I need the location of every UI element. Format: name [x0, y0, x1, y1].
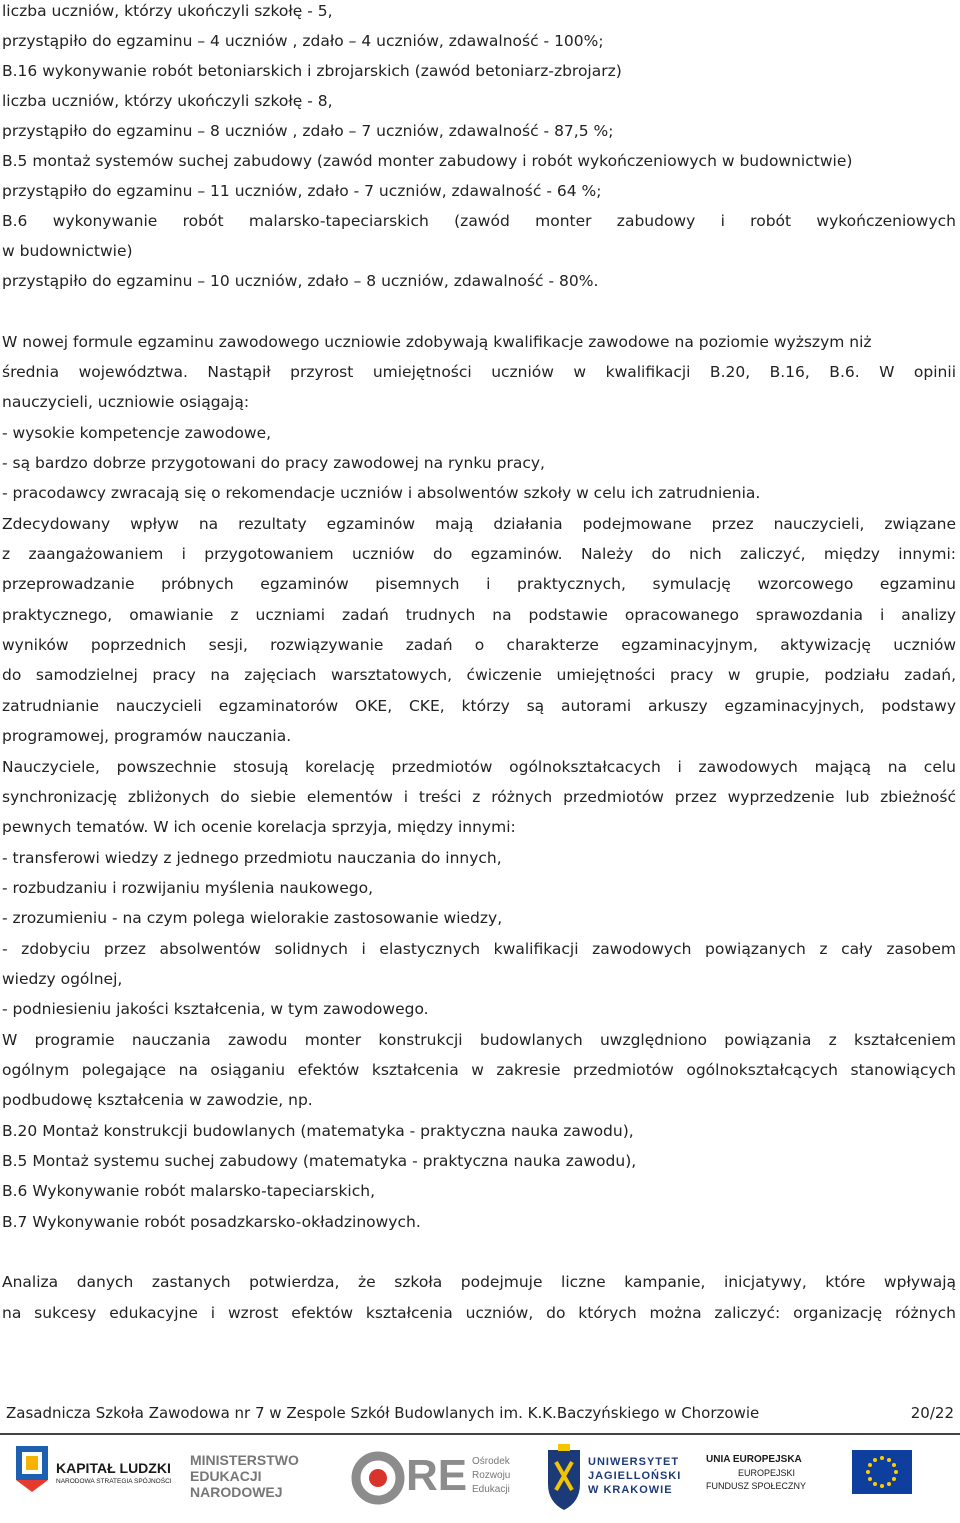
list-item: B.5 Montaż systemu suchej zabudowy (matematyka - praktyczna nauka zawodu), [2, 1152, 637, 1170]
text-line: synchronizację zbliżonych do siebie elementów i treści z różnych przedmiotów przez wyprzedzenie lub zbieżność [2, 788, 956, 806]
kapital-ludzki-subtitle: NARODOWA STRATEGIA SPÓJNOŚCI [56, 1478, 172, 1485]
uj-line-1: UNIWERSYTET [588, 1456, 680, 1468]
text-line: B.5 montaż systemów suchej zabudowy (zawód monter zabudowy i robót wykończeniowych w budownictwie) [2, 152, 853, 170]
text-line: podbudowę kształcenia w zawodzie, np. [2, 1091, 313, 1109]
list-item: - wysokie kompetencje zawodowe, [2, 424, 272, 442]
list-item: B.20 Montaż konstrukcji budowlanych (matematyka - praktyczna nauka zawodu), [2, 1122, 634, 1140]
text-line: do samodzielnej pracy na zajęciach warsztatowych, ćwiczenie umiejętności pracy w grupie, podziału zadań, [2, 666, 956, 684]
text-line: przystąpiło do egzaminu – 4 uczniów , zdało – 4 uczniów, zdawalność - 100%; [2, 32, 604, 50]
text-line: w budownictwie) [2, 242, 133, 260]
text-line: B.16 wykonywanie robót betoniarskich i zbrojarskich (zawód betoniarz-zbrojarz) [2, 62, 622, 80]
men-line-3: NARODOWEJ [190, 1484, 283, 1500]
eu-line-3: FUNDUSZ SPOŁECZNY [706, 1481, 807, 1491]
text-line: W programie nauczania zawodu monter konstrukcji budowlanych uwzględniono powiązania z kształceniem [2, 1031, 956, 1049]
ore-line-1: Ośrodek [472, 1456, 510, 1467]
men-logo [186, 1440, 316, 1518]
text-line: Nauczyciele, powszechnie stosują korelację przedmiotów ogólnokształcacych i zawodowych mającą na celu [2, 758, 956, 776]
text-line: przeprowadzanie próbnych egzaminów pisemnych i praktycznych, symulację wzorcowego egzaminu [2, 575, 956, 593]
kapital-ludzki-logo [8, 1440, 172, 1518]
text-line: przystąpiło do egzaminu – 11 uczniów, zdało - 7 uczniów, zdawalność - 64 %; [2, 182, 602, 200]
eu-line-1: UNIA EUROPEJSKA [706, 1454, 802, 1465]
text-line: średnia województwa. Nastąpił przyrost umiejętności uczniów w kwalifikacji B.20, B.16, B.6. W opinii [2, 363, 956, 381]
text-line: B.6 wykonywanie robót malarsko-tapeciarskich (zawód monter zabudowy i robót wykończeniowych [2, 212, 956, 230]
uj-line-3: W KRAKOWIE [588, 1484, 673, 1496]
men-line-2: EDUKACJI [190, 1468, 262, 1484]
men-line-1: MINISTERSTWO [190, 1452, 299, 1468]
ore-letters: RE [406, 1451, 468, 1500]
text-line: wyników poprzednich sesji, rozwiązywanie zadań o charakterze egzaminacyjnym, aktywizację uczniów [2, 636, 956, 654]
list-item: - zrozumieniu - na czym polega wielorakie zastosowanie wiedzy, [2, 909, 503, 927]
text-line: Analiza danych zastanych potwierdza, że szkoła podejmuje liczne kampanie, inicjatywy, które wpływają [2, 1273, 956, 1291]
eu-line-2: EUROPEJSKI [738, 1468, 796, 1478]
text-line: liczba uczniów, którzy ukończyli szkołę - 5, [2, 2, 333, 20]
text-line: ogólnym polegające na osiąganiu efektów kształcenia w zakresie przedmiotów ogólnokształcących stanowiących [2, 1061, 956, 1079]
eu-flag-icon [852, 1450, 912, 1494]
text-line: praktycznego, omawianie z uczniami zadań trudnych na podstawie opracowanego sprawozdania i analizy [2, 606, 956, 624]
page-number: 20/22 [910, 1404, 954, 1422]
text-line: nauczycieli, uczniowie osiągają: [2, 393, 250, 411]
list-item: wiedzy ogólnej, [2, 970, 123, 988]
uj-logo [544, 1440, 684, 1518]
ore-line-2: Rozwoju [472, 1470, 511, 1481]
kapital-ludzki-title: KAPITAŁ LUDZKI [56, 1460, 171, 1476]
text-line: na sukcesy edukacyjne i wzrost efektów kształcenia uczniów, do których można zaliczyć: organizację różnych [2, 1304, 956, 1322]
text-line: W nowej formule egzaminu zawodowego uczniowie zdobywają kwalifikacje zawodowe na poziomie wyższym niż [2, 333, 872, 351]
text-line: przystąpiło do egzaminu – 8 uczniów , zdało – 7 uczniów, zdawalność - 87,5 %; [2, 122, 614, 140]
uj-crest-icon [544, 1440, 584, 1518]
text-line: przystąpiło do egzaminu – 10 uczniów, zdało – 8 uczniów, zdawalność - 80%. [2, 272, 599, 290]
text-line: zatrudnianie nauczycieli egzaminatorów OKE, CKE, którzy są autorami arkuszy egzaminacyjnych, podstawy [2, 697, 956, 715]
text-line: z zaangażowaniem i przygotowaniem uczniów do egzaminów. Należy do nich zaliczyć, między innymi: [2, 545, 956, 563]
text-line: pewnych tematów. W ich ocenie korelacja sprzyja, między innymi: [2, 818, 516, 836]
eu-logo [704, 1440, 954, 1518]
list-item: B.6 Wykonywanie robót malarsko-tapeciarskich, [2, 1182, 376, 1200]
ore-logo [348, 1440, 528, 1518]
list-item: - transferowi wiedzy z jednego przedmiotu nauczania do innych, [2, 849, 502, 867]
ore-circle-icon [348, 1440, 408, 1518]
list-item: - rozbudzaniu i rozwijaniu myślenia naukowego, [2, 879, 374, 897]
text-line: Zdecydowany wpływ na rezultaty egzaminów mają działania podejmowane przez nauczycieli, związane [2, 515, 956, 533]
page-footer [6, 1398, 954, 1428]
uj-line-2: JAGIELLOŃSKI [588, 1470, 682, 1482]
text-line: programowej, programów nauczania. [2, 727, 292, 745]
footer-divider [0, 1433, 960, 1435]
ore-line-3: Edukacji [472, 1484, 510, 1495]
list-item: - są bardzo dobrze przygotowani do pracy zawodowej na rynku pracy, [2, 454, 545, 472]
logo-bar [0, 1440, 960, 1520]
list-item: - zdobyciu przez absolwentów solidnych i elastycznych kwalifikacji zawodowych powiązanych z cały zasobem [2, 940, 956, 958]
footer-school-name: Zasadnicza Szkoła Zawodowa nr 7 w Zespole Szkół Budowlanych im. K.K.Baczyńskiego w Chorzowie [6, 1404, 760, 1422]
list-item: B.7 Wykonywanie robót posadzkarsko-okładzinowych. [2, 1213, 421, 1231]
list-item: - podniesieniu jakości kształcenia, w tym zawodowego. [2, 1000, 429, 1018]
text-line: liczba uczniów, którzy ukończyli szkołę - 8, [2, 92, 333, 110]
list-item: - pracodawcy zwracają się o rekomendacje uczniów i absolwentów szkoły w celu ich zatrudnienia. [2, 484, 761, 502]
